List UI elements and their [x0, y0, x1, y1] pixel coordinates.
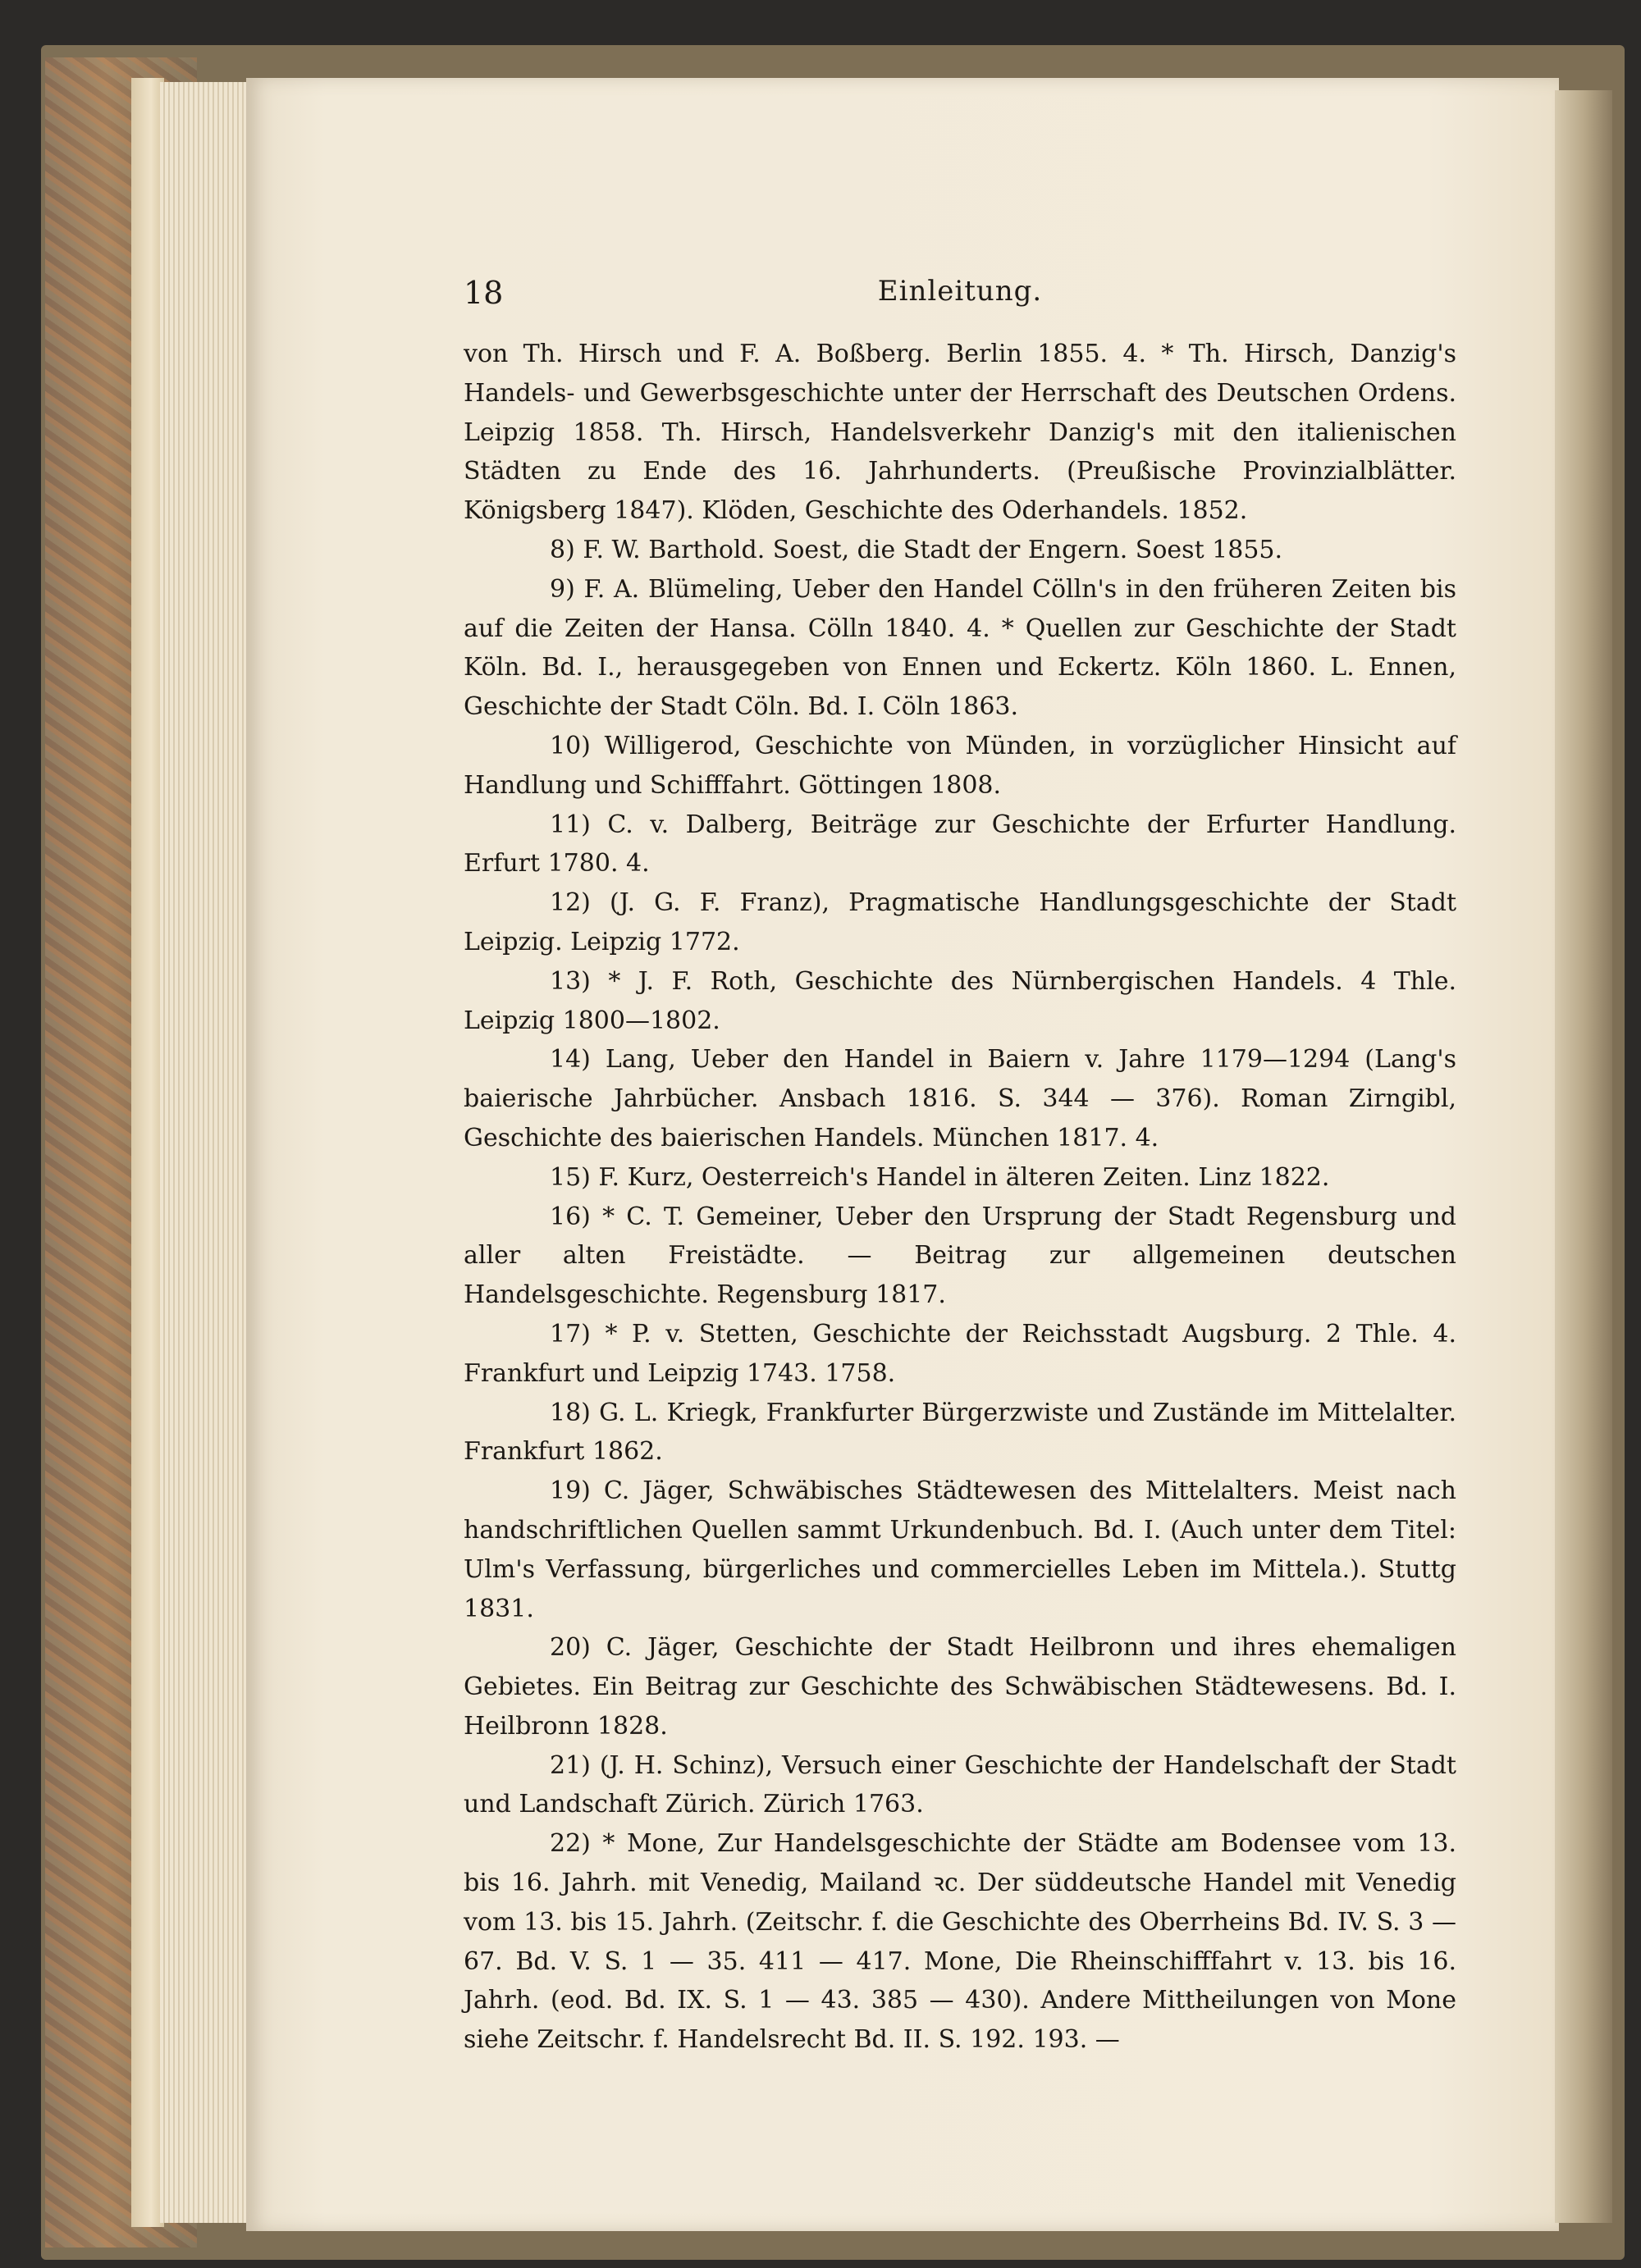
reference-entry: 19) C. Jäger, Schwäbisches Städtewesen des Mittelalters. Meist nach handschriftlichen Quellen sammt Urkundenbuch. Bd. I. (Auch unter dem Titel: Ulm's Verfassung, bürgerliches und commercielles Leben im Mittela.). Stuttg 1831. [464, 1476, 1456, 1623]
reference-entry: 20) C. Jäger, Geschichte der Stadt Heilbronn und ihres ehemaligen Gebietes. Ein Beitrag zur Geschichte des Schwäbischen Städtewesens. Bd. I. Heilbronn 1828. [464, 1633, 1456, 1741]
reference-entry: 10) Willigerod, Geschichte von Münden, in vorzüglicher Hinsicht auf Handlung und Schifffahrt. Göttingen 1808. [464, 731, 1456, 800]
reference-entry: 13) * J. F. Roth, Geschichte des Nürnbergischen Handels. 4 Thle. Leipzig 1800—1802. [464, 966, 1456, 1035]
right-page-edge [1555, 90, 1612, 2223]
spine-edge [131, 78, 164, 2227]
page-body [464, 335, 1456, 2060]
paragraph: von Th. Hirsch und F. A. Boßberg. Berlin 1855. 4. * Th. Hirsch, Danzig's Handels- und Gewerbsgeschichte unter der Herrschaft des Deutschen Ordens. Leipzig 1858. Th. Hirsch, Handelsverkehr Danzig's mit den italienischen Städten zu Ende des 16. Jahrhunderts. (Preußische Provinzialblätter. Königsberg 1847). Klöden, Geschichte des Oderhandels. 1852. [464, 340, 1456, 526]
reference-entry: 9) F. A. Blümeling, Ueber den Handel Cölln's in den früheren Zeiten bis auf die Zeiten der Hansa. Cölln 1840. 4. * Quellen zur Geschichte der Stadt Köln. Bd. I., herausgegeben von Ennen und Eckertz. Köln 1860. L. Ennen, Geschichte der Stadt Cöln. Bd. I. Cöln 1863. [464, 574, 1456, 722]
page-header [464, 275, 1456, 316]
page-stack-edges [160, 82, 258, 2223]
reference-entry: 16) * C. T. Gemeiner, Ueber den Ursprung der Stadt Regensburg und aller alten Freistädte. — Beitrag zur allgemeinen deutschen Handelsgeschichte. Regensburg 1817. [464, 1202, 1456, 1310]
reference-entry: 18) G. L. Kriegk, Frankfurter Bürgerzwiste und Zustände im Mittelalter. Frankfurt 1862. [464, 1398, 1456, 1467]
running-head: Einleitung. [877, 275, 1043, 308]
reference-entry: 12) (J. G. F. Franz), Pragmatische Handlungsgeschichte der Stadt Leipzig. Leipzig 1772. [464, 888, 1456, 956]
reference-entry: 21) (J. H. Schinz), Versuch einer Geschichte der Handelschaft der Stadt und Landschaft Zürich. Zürich 1763. [464, 1750, 1456, 1819]
reference-entry: 17) * P. v. Stetten, Geschichte der Reichsstadt Augsburg. 2 Thle. 4. Frankfurt und Leipzig 1743. 1758. [464, 1319, 1456, 1388]
page-number: 18 [464, 275, 504, 311]
reference-entry: 14) Lang, Ueber den Handel in Baiern v. Jahre 1179—1294 (Lang's baierische Jahrbücher. Ansbach 1816. S. 344 — 376). Roman Zirngibl, Geschichte des baierischen Handels. München 1817. 4. [464, 1045, 1456, 1152]
reference-entry: 22) * Mone, Zur Handelsgeschichte der Städte am Bodensee vom 13. bis 16. Jahrh. mit Venedig, Mailand ꝛc. Der süddeutsche Handel mit Venedig vom 13. bis 15. Jahrh. (Zeitschr. f. die Geschichte des Oberrheins Bd. IV. S. 3 — 67. Bd. V. S. 1 — 35. 411 — 417. Mone, Die Rheinschifffahrt v. 13. bis 16. Jahrh. (eod. Bd. IX. S. 1 — 43. 385 — 430). Andere Mittheilungen von Mone siehe Zeitschr. f. Handelsrecht Bd. II. S. 192. 193. — [464, 1829, 1456, 2055]
reference-entry: 8) F. W. Barthold. Soest, die Stadt der Engern. Soest 1855. [550, 535, 1283, 564]
reference-entry: 15) F. Kurz, Oesterreich's Handel in älteren Zeiten. Linz 1822. [550, 1162, 1330, 1192]
reference-entry: 11) C. v. Dalberg, Beiträge zur Geschichte der Erfurter Handlung. Erfurt 1780. 4. [464, 810, 1456, 878]
